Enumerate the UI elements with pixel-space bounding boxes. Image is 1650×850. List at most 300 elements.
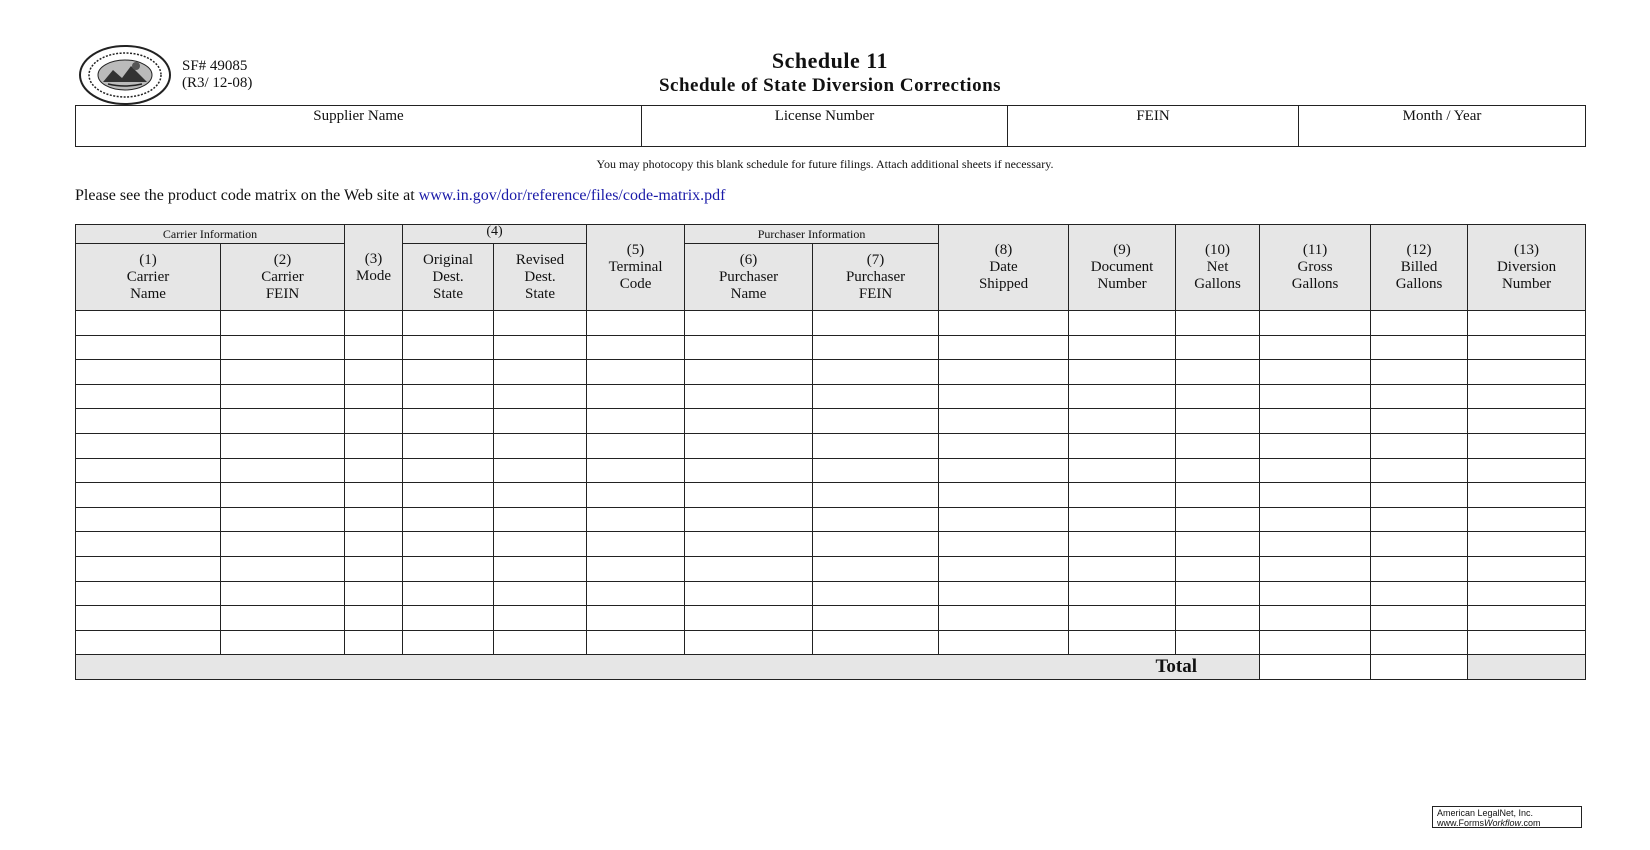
- table-cell[interactable]: [1069, 360, 1176, 385]
- table-body: [76, 311, 1586, 655]
- table-cell[interactable]: [76, 630, 221, 655]
- table-cell[interactable]: [221, 483, 345, 508]
- table-cell[interactable]: [939, 384, 1069, 409]
- col-billed-gallons-line2: Gallons: [1395, 276, 1443, 292]
- table-cell[interactable]: [1260, 581, 1371, 606]
- diversion-table: [75, 224, 1586, 680]
- table-cell[interactable]: [1371, 311, 1468, 336]
- col-purchaser-fein-line2: FEIN: [858, 285, 893, 302]
- table-cell[interactable]: [76, 433, 221, 458]
- table-cell[interactable]: [813, 630, 939, 655]
- table-cell[interactable]: [1371, 556, 1468, 581]
- table-cell[interactable]: [587, 409, 685, 434]
- table-cell[interactable]: [403, 409, 494, 434]
- table-cell[interactable]: [403, 335, 494, 360]
- table-cell[interactable]: [403, 532, 494, 557]
- table-cell[interactable]: [587, 433, 685, 458]
- table-cell[interactable]: [1069, 532, 1176, 557]
- table-cell[interactable]: [685, 630, 813, 655]
- table-cell[interactable]: [1069, 458, 1176, 483]
- table-cell[interactable]: [403, 581, 494, 606]
- table-cell[interactable]: [1468, 507, 1586, 532]
- table-cell[interactable]: [939, 335, 1069, 360]
- table-cell[interactable]: [494, 581, 587, 606]
- table-cell[interactable]: [813, 335, 939, 360]
- table-cell[interactable]: [76, 483, 221, 508]
- col-gross-gallons-line2: Gallons: [1291, 276, 1339, 292]
- table-cell[interactable]: [345, 360, 403, 385]
- table-cell[interactable]: [587, 360, 685, 385]
- table-row: [76, 409, 1586, 434]
- table-row: [76, 384, 1586, 409]
- table-row: [76, 507, 1586, 532]
- table-cell[interactable]: [939, 483, 1069, 508]
- table-cell[interactable]: [1371, 483, 1468, 508]
- table-cell[interactable]: [221, 409, 345, 434]
- table-cell[interactable]: [494, 335, 587, 360]
- table-cell[interactable]: [1176, 507, 1260, 532]
- table-cell[interactable]: [685, 556, 813, 581]
- total-billed-gallons-cell[interactable]: [1371, 655, 1468, 680]
- month-year-field[interactable]: [1299, 106, 1586, 147]
- col-terminal-code-header: [587, 225, 685, 311]
- col-date-shipped-header: [939, 225, 1069, 311]
- table-cell[interactable]: [494, 458, 587, 483]
- table-cell[interactable]: [1176, 433, 1260, 458]
- table-cell[interactable]: [76, 606, 221, 631]
- table-cell[interactable]: [221, 360, 345, 385]
- col-purchaser-fein-header: [813, 244, 939, 311]
- table-cell[interactable]: [345, 581, 403, 606]
- col-mode-label: Mode: [356, 267, 392, 284]
- publisher-url-part2: Workflow: [1484, 818, 1522, 828]
- table-cell[interactable]: [221, 532, 345, 557]
- table-cell[interactable]: [685, 581, 813, 606]
- table-cell[interactable]: [403, 311, 494, 336]
- table-cell[interactable]: [1260, 458, 1371, 483]
- table-cell[interactable]: [1260, 507, 1371, 532]
- supplier-name-field[interactable]: [76, 106, 642, 147]
- carrier-information-group: Carrier Information: [76, 225, 345, 244]
- table-cell[interactable]: [76, 532, 221, 557]
- table-cell[interactable]: [587, 630, 685, 655]
- table-cell[interactable]: [1260, 360, 1371, 385]
- table-cell[interactable]: [685, 532, 813, 557]
- col-document-number-header: [1069, 225, 1176, 311]
- table-cell[interactable]: [685, 409, 813, 434]
- table-cell[interactable]: [1260, 384, 1371, 409]
- table-cell[interactable]: [1069, 507, 1176, 532]
- table-cell[interactable]: [1069, 630, 1176, 655]
- table-cell[interactable]: [587, 581, 685, 606]
- publisher-url: [1437, 818, 1577, 828]
- table-cell[interactable]: [587, 483, 685, 508]
- total-label: Total: [76, 655, 1260, 680]
- col-purchaser-name-header: [685, 244, 813, 311]
- table-cell[interactable]: [76, 384, 221, 409]
- table-row: [76, 311, 1586, 336]
- table-row: [76, 483, 1586, 508]
- col-billed-gallons-line1: Billed: [1400, 259, 1438, 275]
- table-cell[interactable]: [1176, 630, 1260, 655]
- table-cell[interactable]: [403, 556, 494, 581]
- col-carrier-name-line1: Carrier: [126, 268, 170, 285]
- publisher-url-part1: www.Forms: [1437, 818, 1484, 828]
- table-cell[interactable]: [939, 532, 1069, 557]
- fein-label: FEIN: [1136, 108, 1170, 124]
- table-cell[interactable]: [1260, 311, 1371, 336]
- col-purchaser-name-number: (6): [739, 251, 758, 268]
- page-subtitle: Schedule of State Diversion Corrections: [658, 75, 1002, 96]
- col-purchaser-fein-line1: Purchaser: [845, 268, 906, 285]
- col-gross-gallons-header: [1260, 225, 1371, 311]
- table-cell[interactable]: [1176, 311, 1260, 336]
- table-row: [76, 360, 1586, 385]
- col-date-shipped-line1: Date: [989, 259, 1018, 275]
- table-cell[interactable]: [1371, 458, 1468, 483]
- table-cell[interactable]: [1371, 384, 1468, 409]
- table-cell[interactable]: [76, 458, 221, 483]
- table-cell[interactable]: [1176, 409, 1260, 434]
- col-purchaser-name-line2: Name: [730, 285, 767, 302]
- col-document-number-number: (9): [1113, 242, 1131, 258]
- supplier-header-fields: [75, 105, 1586, 147]
- table-cell[interactable]: [494, 532, 587, 557]
- table-cell[interactable]: [1069, 311, 1176, 336]
- table-cell[interactable]: [345, 433, 403, 458]
- table-cell[interactable]: [813, 483, 939, 508]
- table-cell[interactable]: [494, 311, 587, 336]
- table-cell[interactable]: [76, 507, 221, 532]
- col-net-gallons-line1: Net: [1206, 259, 1229, 275]
- col-diversion-number-header: [1468, 225, 1586, 311]
- table-cell[interactable]: [345, 483, 403, 508]
- table-cell[interactable]: [221, 458, 345, 483]
- table-cell[interactable]: [685, 335, 813, 360]
- table-cell[interactable]: [1371, 507, 1468, 532]
- table-cell[interactable]: [939, 409, 1069, 434]
- table-cell[interactable]: [685, 458, 813, 483]
- table-cell[interactable]: [587, 532, 685, 557]
- col-date-shipped-number: (8): [994, 242, 1013, 258]
- page-title: Schedule 11: [771, 48, 889, 73]
- table-cell[interactable]: [685, 433, 813, 458]
- table-cell[interactable]: [1371, 630, 1468, 655]
- col-carrier-fein-line1: Carrier: [261, 268, 304, 285]
- col-terminal-code-line1: Terminal: [608, 259, 663, 275]
- table-cell[interactable]: [1069, 335, 1176, 360]
- license-number-label: License Number: [774, 108, 875, 124]
- table-cell[interactable]: [345, 458, 403, 483]
- table-cell[interactable]: [1468, 409, 1586, 434]
- table-cell[interactable]: [76, 581, 221, 606]
- col-diversion-number-line1: Diversion: [1496, 259, 1557, 275]
- table-cell[interactable]: [1176, 606, 1260, 631]
- table-cell[interactable]: [813, 507, 939, 532]
- table-cell[interactable]: [76, 409, 221, 434]
- table-cell[interactable]: [685, 311, 813, 336]
- table-cell[interactable]: [685, 384, 813, 409]
- table-cell[interactable]: [1371, 409, 1468, 434]
- table-cell[interactable]: [685, 360, 813, 385]
- table-cell[interactable]: [1176, 458, 1260, 483]
- table-cell[interactable]: [494, 384, 587, 409]
- table-cell[interactable]: [345, 556, 403, 581]
- total-diversion-shaded-cell: [1468, 655, 1586, 680]
- table-cell[interactable]: [345, 507, 403, 532]
- col-diversion-number-line2: Number: [1501, 276, 1552, 292]
- publisher-footer: [1432, 806, 1582, 828]
- table-cell[interactable]: [813, 581, 939, 606]
- table-cell[interactable]: [1371, 532, 1468, 557]
- table-cell[interactable]: [813, 606, 939, 631]
- table-cell[interactable]: [1468, 360, 1586, 385]
- table-cell[interactable]: [403, 384, 494, 409]
- table-cell[interactable]: [939, 458, 1069, 483]
- table-cell[interactable]: [403, 433, 494, 458]
- table-cell[interactable]: [587, 507, 685, 532]
- table-cell[interactable]: [345, 532, 403, 557]
- table-cell[interactable]: [494, 409, 587, 434]
- table-cell[interactable]: [1176, 532, 1260, 557]
- table-cell[interactable]: [1069, 606, 1176, 631]
- table-cell[interactable]: [403, 458, 494, 483]
- col-carrier-fein-header: [221, 244, 345, 311]
- col-billed-gallons-number: (12): [1406, 242, 1432, 258]
- col-net-gallons-number: (10): [1205, 242, 1231, 258]
- table-cell[interactable]: [1371, 433, 1468, 458]
- table-cell[interactable]: [1468, 311, 1586, 336]
- destination-group: (4): [403, 225, 587, 244]
- col-document-number-line2: Number: [1097, 276, 1147, 292]
- table-cell[interactable]: [345, 409, 403, 434]
- table-cell[interactable]: [587, 556, 685, 581]
- table-cell[interactable]: [221, 630, 345, 655]
- table-cell[interactable]: [1468, 606, 1586, 631]
- fein-field[interactable]: [1008, 106, 1299, 147]
- table-cell[interactable]: [345, 630, 403, 655]
- table-cell[interactable]: [939, 606, 1069, 631]
- table-cell[interactable]: [494, 507, 587, 532]
- table-cell[interactable]: [1468, 384, 1586, 409]
- table-cell[interactable]: [494, 630, 587, 655]
- table-cell[interactable]: [1260, 433, 1371, 458]
- col-original-dest-state-line2: Dest.: [432, 268, 464, 285]
- table-row: [76, 556, 1586, 581]
- table-cell[interactable]: [1371, 360, 1468, 385]
- col-revised-dest-state-line3: State: [525, 285, 556, 302]
- table-cell[interactable]: [1260, 483, 1371, 508]
- table-cell[interactable]: [1069, 384, 1176, 409]
- web-reference-line: [75, 187, 725, 205]
- table-cell[interactable]: [1176, 360, 1260, 385]
- col-original-dest-state-line3: State: [433, 285, 464, 302]
- col-revised-dest-state-header: [494, 244, 587, 311]
- table-row: [76, 433, 1586, 458]
- form-number: SF# 49085: [182, 58, 248, 74]
- table-cell[interactable]: [939, 630, 1069, 655]
- table-cell[interactable]: [1468, 581, 1586, 606]
- col-original-dest-state-header: [403, 244, 494, 311]
- table-row: [76, 630, 1586, 655]
- table-cell[interactable]: [1468, 556, 1586, 581]
- table-cell[interactable]: [345, 606, 403, 631]
- table-cell[interactable]: [403, 360, 494, 385]
- table-cell[interactable]: [1260, 409, 1371, 434]
- table-cell[interactable]: [494, 606, 587, 631]
- table-cell[interactable]: [221, 384, 345, 409]
- code-matrix-link[interactable]: www.in.gov/dor/reference/files/code-matrix.pdf: [418, 187, 726, 204]
- col-carrier-name-number: (1): [139, 251, 157, 268]
- table-cell[interactable]: [813, 532, 939, 557]
- col-carrier-name-header: [76, 244, 221, 311]
- col-billed-gallons-header: [1371, 225, 1468, 311]
- table-cell[interactable]: [221, 606, 345, 631]
- table-cell[interactable]: [403, 606, 494, 631]
- col-gross-gallons-number: (11): [1302, 242, 1328, 258]
- col-revised-dest-state-line1: Revised: [515, 251, 565, 268]
- table-cell[interactable]: [1069, 483, 1176, 508]
- table-row: [76, 335, 1586, 360]
- col-purchaser-fein-number: (7): [866, 251, 885, 268]
- table-cell[interactable]: [813, 458, 939, 483]
- table-cell[interactable]: [1371, 581, 1468, 606]
- table-cell[interactable]: [1069, 581, 1176, 606]
- web-reference-text: Please see the product code matrix on the Web site at: [75, 187, 415, 204]
- table-cell[interactable]: [345, 384, 403, 409]
- table-cell[interactable]: [813, 311, 939, 336]
- table-cell[interactable]: [494, 556, 587, 581]
- table-cell[interactable]: [685, 606, 813, 631]
- table-cell[interactable]: [1069, 556, 1176, 581]
- total-row: [76, 655, 1586, 680]
- col-document-number-line1: Document: [1090, 259, 1154, 275]
- table-row: [76, 606, 1586, 631]
- table-cell[interactable]: [1468, 630, 1586, 655]
- table-cell[interactable]: [813, 556, 939, 581]
- table-cell[interactable]: [1176, 384, 1260, 409]
- table-cell[interactable]: [1260, 556, 1371, 581]
- table-cell[interactable]: [1176, 556, 1260, 581]
- table-cell[interactable]: [1260, 335, 1371, 360]
- table-cell[interactable]: [1260, 630, 1371, 655]
- col-carrier-fein-line2: FEIN: [265, 285, 300, 302]
- table-cell[interactable]: [403, 630, 494, 655]
- table-cell[interactable]: [1468, 458, 1586, 483]
- state-seal-logo: [78, 44, 172, 106]
- table-cell[interactable]: [1468, 532, 1586, 557]
- table-row: [76, 458, 1586, 483]
- license-number-field[interactable]: [642, 106, 1008, 147]
- col-terminal-code-number: (5): [626, 242, 645, 258]
- col-mode-header: [345, 225, 403, 311]
- form-revision: (R3/ 12-08): [182, 75, 253, 91]
- col-revised-dest-state-line2: Dest.: [524, 268, 556, 285]
- table-cell[interactable]: [1468, 433, 1586, 458]
- table-cell[interactable]: [403, 507, 494, 532]
- table-cell[interactable]: [1176, 581, 1260, 606]
- table-cell[interactable]: [494, 360, 587, 385]
- table-cell[interactable]: [221, 433, 345, 458]
- publisher-name: American LegalNet, Inc.: [1437, 808, 1534, 818]
- table-cell[interactable]: [1260, 532, 1371, 557]
- table-cell[interactable]: [1468, 483, 1586, 508]
- table-cell[interactable]: [685, 507, 813, 532]
- col-purchaser-name-line1: Purchaser: [718, 268, 779, 285]
- table-cell[interactable]: [939, 433, 1069, 458]
- col-diversion-number-number: (13): [1514, 242, 1540, 258]
- table-cell[interactable]: [813, 409, 939, 434]
- table-cell[interactable]: [1468, 335, 1586, 360]
- table-row: [76, 581, 1586, 606]
- table-cell[interactable]: [587, 311, 685, 336]
- table-cell[interactable]: [221, 311, 345, 336]
- table-cell[interactable]: [221, 556, 345, 581]
- col-carrier-name-line2: Name: [130, 285, 166, 302]
- table-cell[interactable]: [587, 606, 685, 631]
- table-cell[interactable]: [494, 483, 587, 508]
- col-mode-number: (3): [364, 250, 383, 267]
- purchaser-information-group: Purchaser Information: [685, 225, 939, 244]
- table-cell[interactable]: [76, 311, 221, 336]
- table-cell[interactable]: [345, 335, 403, 360]
- table-cell[interactable]: [813, 433, 939, 458]
- col-terminal-code-line2: Code: [619, 276, 652, 292]
- table-cell[interactable]: [1371, 335, 1468, 360]
- table-cell[interactable]: [587, 458, 685, 483]
- table-cell[interactable]: [221, 581, 345, 606]
- table-cell[interactable]: [345, 311, 403, 336]
- col-net-gallons-header: [1176, 225, 1260, 311]
- col-carrier-fein-number: (2): [273, 251, 292, 268]
- table-cell[interactable]: [685, 483, 813, 508]
- table-cell[interactable]: [221, 335, 345, 360]
- table-cell[interactable]: [494, 433, 587, 458]
- table-cell[interactable]: [1069, 409, 1176, 434]
- table-cell[interactable]: [76, 556, 221, 581]
- table-cell[interactable]: [939, 311, 1069, 336]
- photocopy-note: You may photocopy this blank schedule for future filings. Attach additional sheets if necessary.: [596, 157, 1054, 171]
- table-cell[interactable]: [76, 360, 221, 385]
- table-cell[interactable]: [76, 335, 221, 360]
- table-cell[interactable]: [587, 384, 685, 409]
- form-titles: [540, 48, 1120, 98]
- col-gross-gallons-line1: Gross: [1297, 259, 1333, 275]
- table-cell[interactable]: [1176, 483, 1260, 508]
- table-cell[interactable]: [403, 483, 494, 508]
- table-cell[interactable]: [813, 360, 939, 385]
- table-cell[interactable]: [1176, 335, 1260, 360]
- table-cell[interactable]: [1371, 606, 1468, 631]
- table-cell[interactable]: [939, 360, 1069, 385]
- table-cell[interactable]: [221, 507, 345, 532]
- table-row: [76, 532, 1586, 557]
- total-gross-gallons-cell[interactable]: [1260, 655, 1371, 680]
- table-cell[interactable]: [587, 335, 685, 360]
- col-net-gallons-line2: Gallons: [1194, 276, 1241, 292]
- table-cell[interactable]: [813, 384, 939, 409]
- table-cell[interactable]: [1260, 606, 1371, 631]
- table-cell[interactable]: [939, 507, 1069, 532]
- table-cell[interactable]: [939, 581, 1069, 606]
- col-original-dest-state-line1: Original: [423, 251, 474, 268]
- form-identifier: [182, 58, 252, 92]
- table-cell[interactable]: [939, 556, 1069, 581]
- table-cell[interactable]: [1069, 433, 1176, 458]
- month-year-label: Month / Year: [1402, 108, 1482, 124]
- publisher-url-part3: .com: [1521, 818, 1541, 828]
- col-date-shipped-line2: Shipped: [978, 276, 1029, 292]
